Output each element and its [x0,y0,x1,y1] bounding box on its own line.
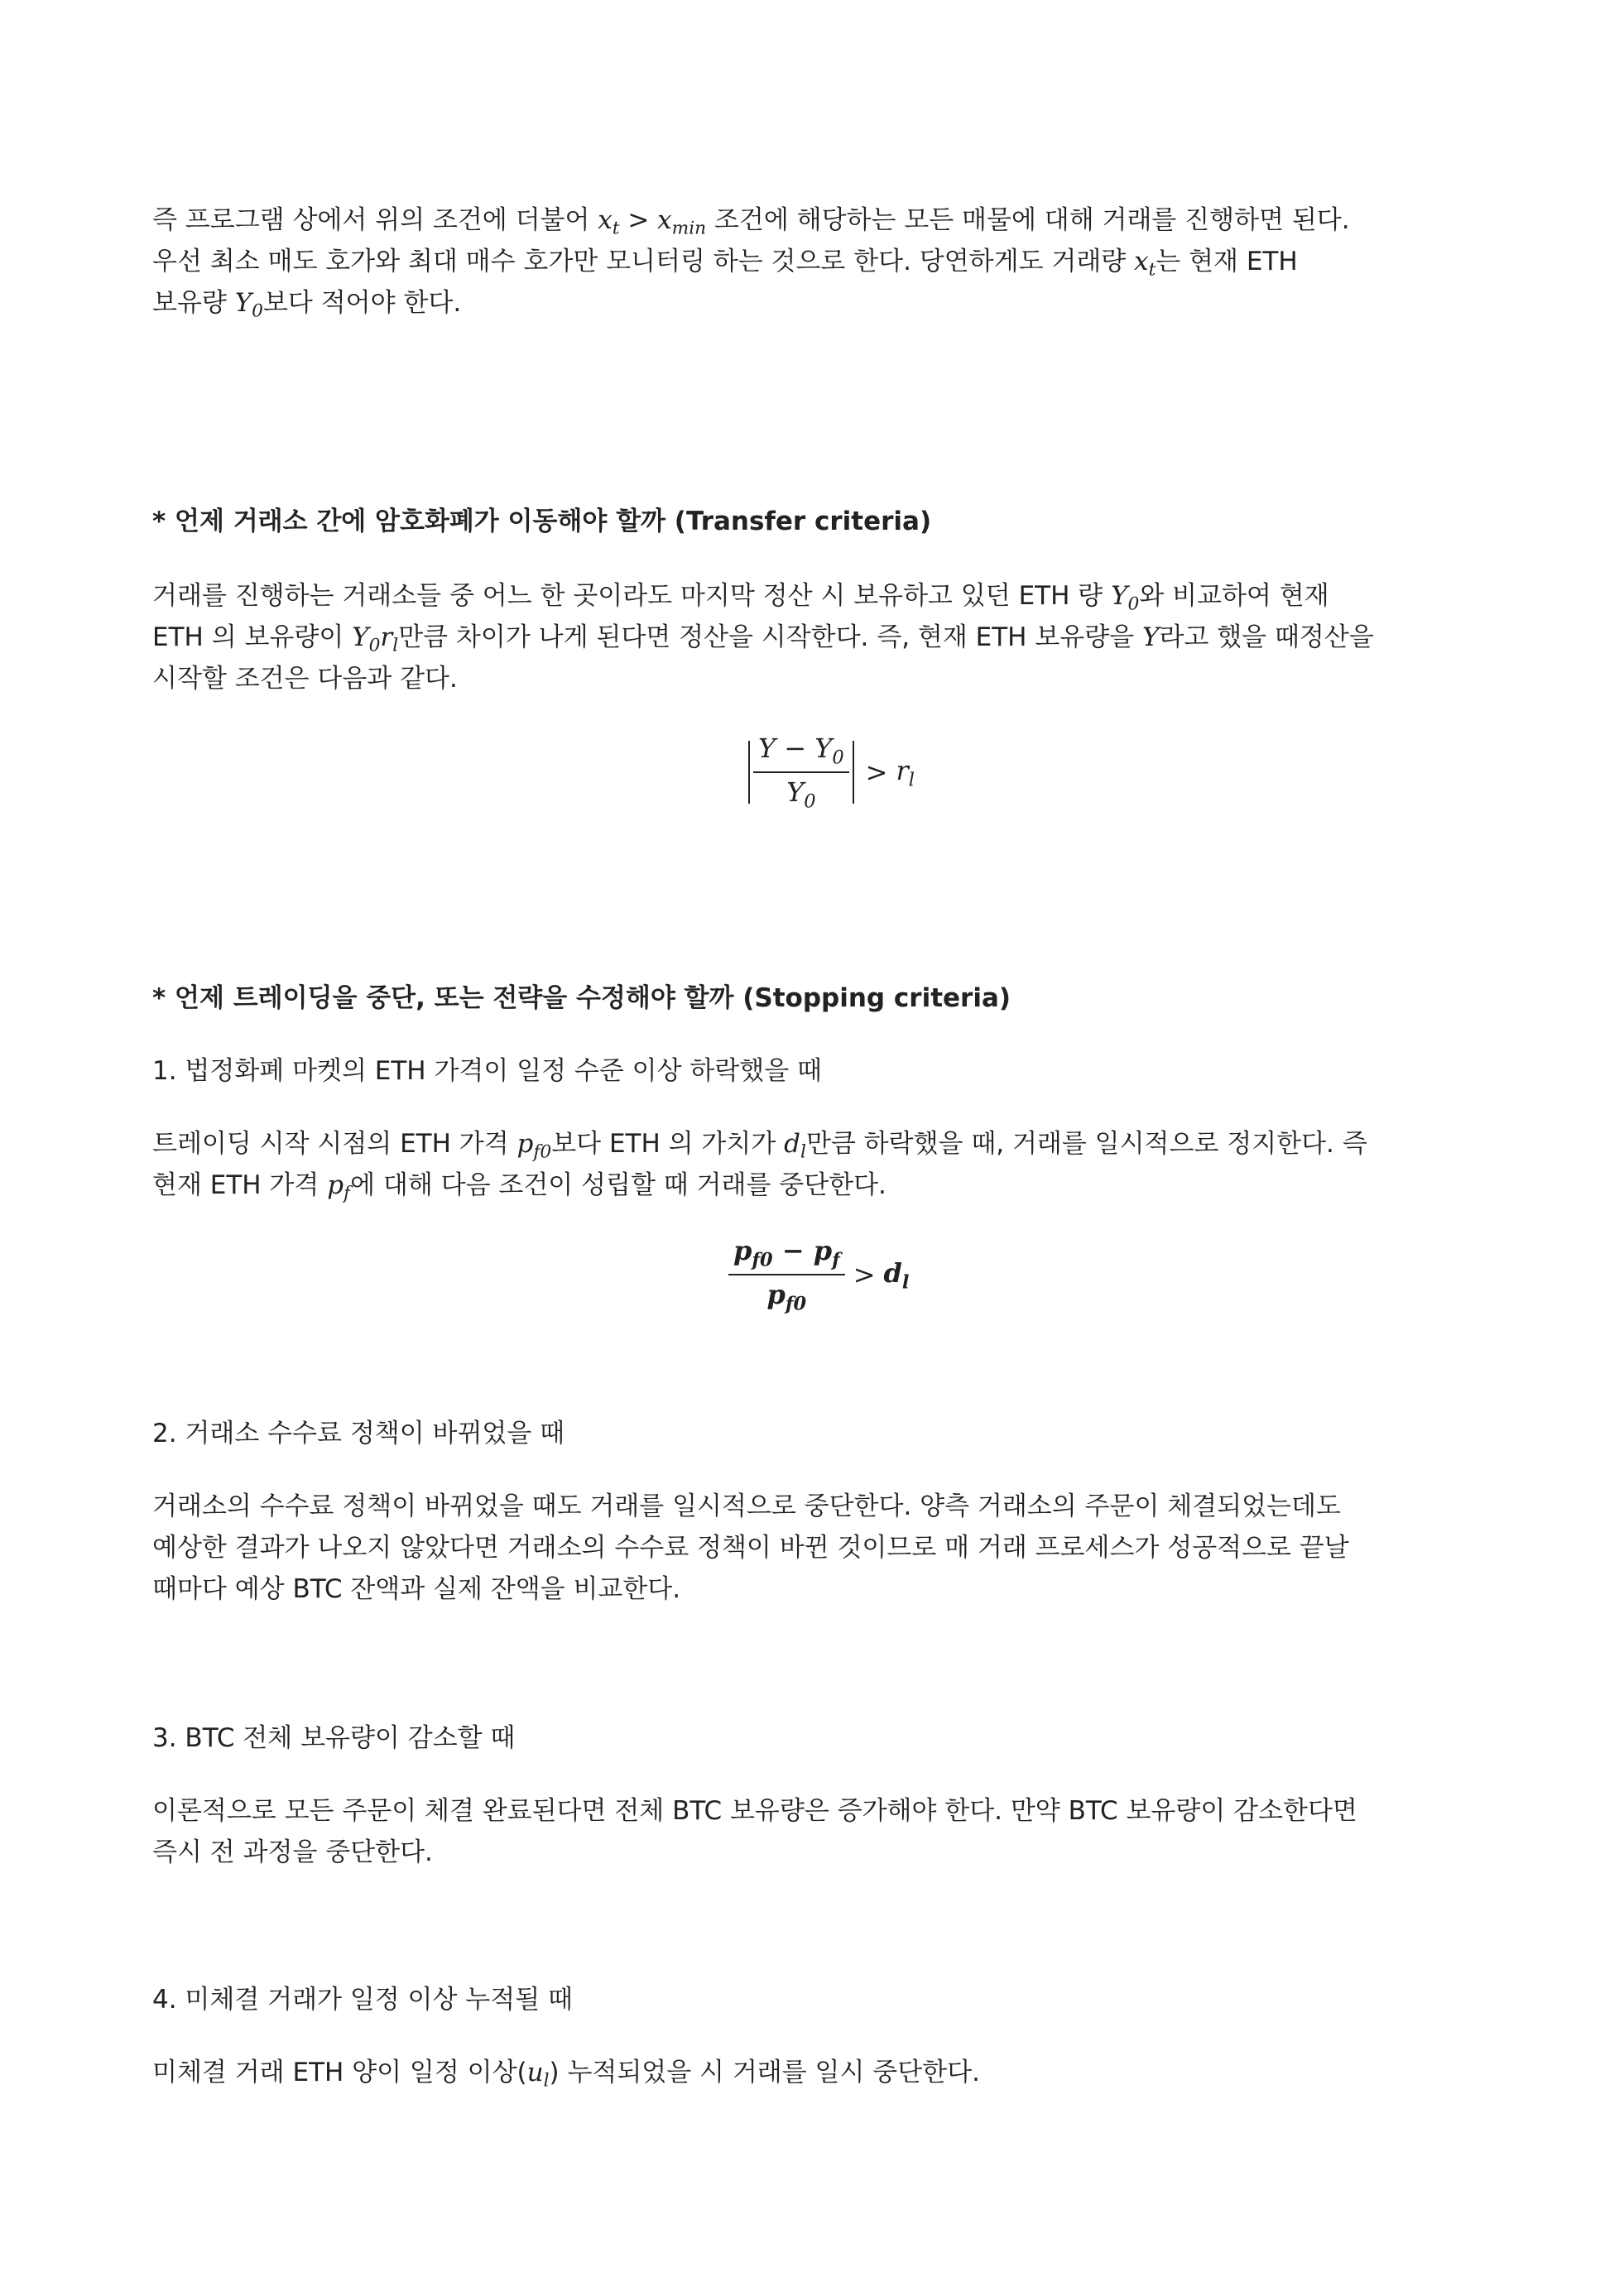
math-var: Y [1141,622,1160,652]
math-var: $u_l$ [526,2058,550,2092]
fraction [728,1235,845,1315]
text: 보다 ETH 의 가치가 [551,1129,785,1159]
text: 트레이딩 시작 시점의 ETH 가격 [152,1129,517,1159]
fraction [753,733,849,813]
math-var: $x_t$ [598,205,620,239]
math-var: $p_f$ [327,1170,351,1204]
math-var: $x_t$ [1134,247,1156,281]
fraction-numerator: $p_{f0} - p_f$ [728,1235,845,1275]
text: 는 현재 ETH [1156,247,1298,276]
item1-line-2 [152,1164,1485,1216]
text: 와 비교하여 현재 [1139,581,1329,611]
transfer-line-3: 시작할 조건은 다음과 같다. [152,664,458,694]
text: 거래를 진행하는 거래소들 중 어느 한 곳이라도 마지막 정산 시 보유하고 있던 ETH 량 [152,581,1112,611]
item2-title: 2. 거래소 수수료 정책이 바뀌었을 때 [152,1419,565,1448]
text: 현재 ETH 가격 [152,1170,328,1200]
text: ETH 의 보유량이 [152,622,353,652]
text: 보유량 [152,288,235,318]
text: 조건에 해당하는 모든 매물에 대해 거래를 진행하면 된다. [706,205,1350,235]
text: 만큼 하락했을 때, 거래를 일시적으로 정지한다. 즉 [805,1129,1367,1159]
math-var: $d_l$ [784,1129,806,1163]
fraction-denominator: $Y_0$ [786,776,816,813]
fraction-numerator: $Y - Y_0$ [753,733,849,773]
stopping-equation [728,1235,909,1315]
text: 만큼 차이가 나게 된다면 정산을 시작한다. 즉, 현재 ETH 보유량을 [398,622,1142,652]
math-var: $p_{f0}$ [517,1129,552,1163]
item2-line-3: 때마다 예상 BTC 잔액과 실제 잔액을 비교한다. [152,1574,681,1604]
item4-title: 4. 미체결 거래가 일정 이상 누적될 때 [152,1985,573,2015]
fraction-denominator: $p_{f0}$ [766,1279,807,1315]
math-op: > [865,757,888,789]
text: ) 누적되었을 시 거래를 일시 중단한다. [549,2058,980,2087]
math-op: > [619,205,658,235]
math-var: $Y_0$ [1111,581,1140,615]
item1-title: 1. 법정화폐 마켓의 ETH 가격이 일정 수준 이상 하락했을 때 [152,1056,822,1086]
transfer-equation [745,733,915,813]
text: 보다 적어야 한다. [262,288,462,318]
equation-rhs: $r_l$ [896,754,915,791]
text: 즉 프로그램 상에서 위의 조건에 더불어 [152,205,598,235]
text: 에 대해 다음 조건이 성립할 때 거래를 중단한다. [350,1170,886,1200]
text: 우선 최소 매도 호가와 최대 매수 호가만 모니터링 하는 것으로 한다. 당연하게도 거래량 [152,247,1135,276]
item4-line-1 [152,2051,1485,2103]
item3-line-2: 즉시 전 과정을 중단한다. [152,1837,433,1867]
abs-bar-left [748,741,750,804]
text: 라고 했을 때정산을 [1159,622,1374,652]
equation-rhs: $d_l$ [883,1256,910,1294]
text: 미체결 거래 ETH 양이 일정 이상( [152,2058,527,2087]
item3-title: 3. BTC 전체 보유량이 감소할 때 [152,1723,516,1753]
transfer-heading: * 언제 거래소 간에 암호화폐가 이동해야 할까 (Transfer criteria) [152,507,932,536]
abs-bar-right [853,741,854,804]
math-var: $Y_0$ [234,288,263,322]
math-op: > [853,1259,876,1291]
math-var: $x_{min}$ [657,205,707,239]
stopping-heading: * 언제 트레이딩을 중단, 또는 전략을 수정해야 할까 (Stopping criteria) [152,983,1011,1013]
item3-line-1: 이론적으로 모든 주문이 체결 완료된다면 전체 BTC 보유량은 증가해야 한다. 만약 BTC 보유량이 감소한다면 [152,1796,1357,1826]
intro-line-3 [152,281,1485,334]
item2-line-2: 예상한 결과가 나오지 않았다면 거래소의 수수료 정책이 바뀐 것이므로 매 거래 프로세스가 성공적으로 끝날 [152,1533,1349,1563]
math-var: $Y_0r_l$ [352,622,399,656]
item2-line-1: 거래소의 수수료 정책이 바뀌었을 때도 거래를 일시적으로 중단한다. 양측 거래소의 주문이 체결되었는데도 [152,1491,1341,1521]
